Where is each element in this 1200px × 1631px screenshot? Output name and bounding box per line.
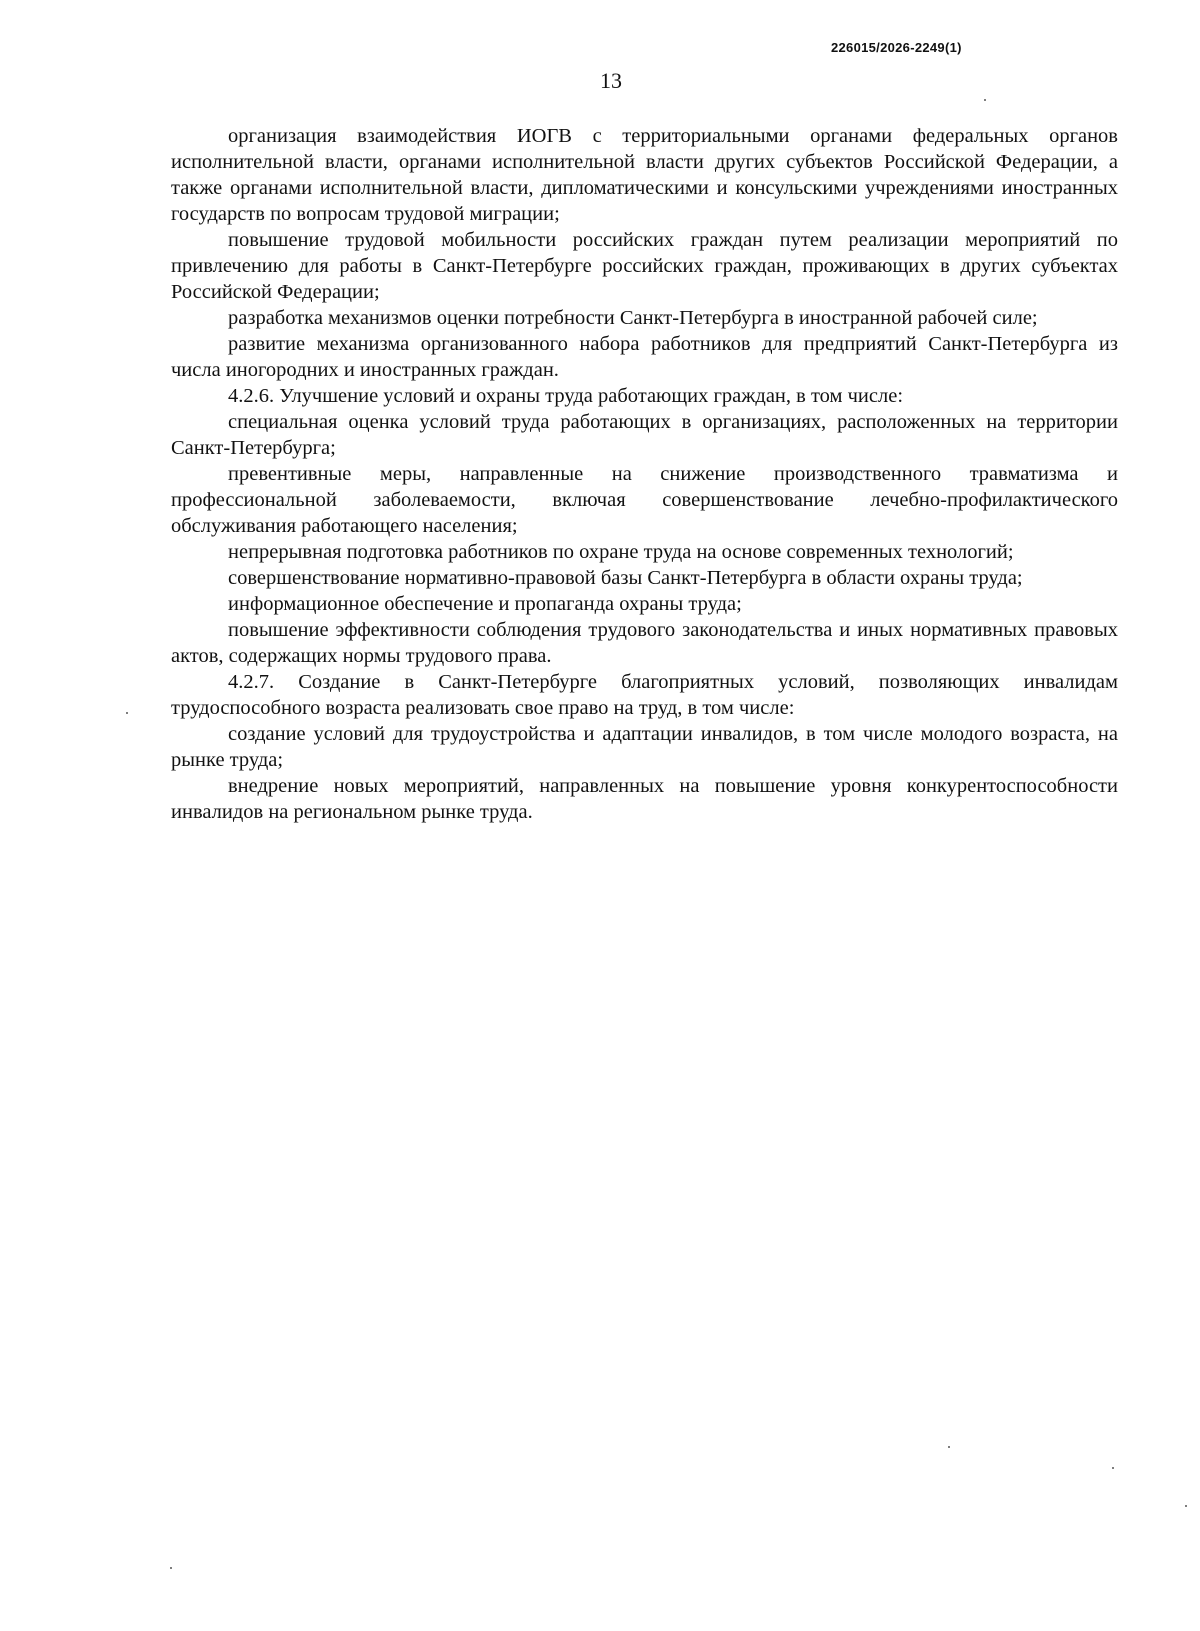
paragraph: совершенствование нормативно-правовой базы Санкт-Петербурга в области охраны труда; bbox=[228, 567, 1023, 589]
paragraph: организация взаимодействия ИОГВ с территориальными органами федеральных органов исполнительной власти, органами исполнительной власти других субъектов Российской Федерации, а также органами исполнительной власти, дипломатическими и консульскими учреждениями иностранных государств по вопросам трудовой миграции; bbox=[171, 125, 1118, 225]
paragraph: специальная оценка условий труда работающих в организациях, расположенных на территории Санкт-Петербурга; bbox=[171, 411, 1118, 459]
scan-speck bbox=[1185, 1505, 1187, 1507]
scan-speck bbox=[126, 712, 128, 714]
paragraph: информационное обеспечение и пропаганда охраны труда; bbox=[228, 593, 742, 615]
scan-speck bbox=[984, 99, 986, 101]
paragraph: внедрение новых мероприятий, направленных на повышение уровня конкурентоспособности инвалидов на региональном рынке труда. bbox=[171, 775, 1118, 823]
section-heading: 4.2.6. Улучшение условий и охраны труда работающих граждан, в том числе: bbox=[228, 385, 904, 407]
page-number: 13 bbox=[600, 68, 622, 93]
paragraph: превентивные меры, направленные на снижение производственного травматизма и профессиональной заболеваемости, включая совершенствование лечебно-профилактического обслуживания работающего населения; bbox=[171, 463, 1118, 537]
scan-speck bbox=[170, 1567, 172, 1569]
paragraph: разработка механизмов оценки потребности Санкт-Петербурга в иностранной рабочей силе; bbox=[228, 307, 1038, 329]
paragraph: создание условий для трудоустройства и адаптации инвалидов, в том числе молодого возраста, на рынке труда; bbox=[171, 723, 1118, 771]
body-text bbox=[171, 123, 1118, 825]
paragraph: повышение эффективности соблюдения трудового законодательства и иных нормативных правовых актов, содержащих нормы трудового права. bbox=[171, 619, 1118, 667]
scan-speck bbox=[1112, 1467, 1114, 1469]
section-heading: 4.2.7. Создание в Санкт-Петербурге благоприятных условий, позволяющих инвалидам трудоспособного возраста реализовать свое право на труд, в том числе: bbox=[171, 671, 1118, 719]
paragraph: повышение трудовой мобильности российских граждан путем реализации мероприятий по привлечению для работы в Санкт-Петербурге российских граждан, проживающих в других субъектах Российской Федерации; bbox=[171, 229, 1118, 303]
paragraph: развитие механизма организованного набора работников для предприятий Санкт-Петербурга из числа иногородних и иностранных граждан. bbox=[171, 333, 1118, 381]
scan-speck bbox=[948, 1446, 950, 1448]
paragraph: непрерывная подготовка работников по охране труда на основе современных технологий; bbox=[228, 541, 1014, 563]
document-registration-number: 226015/2026-2249(1) bbox=[831, 40, 962, 55]
